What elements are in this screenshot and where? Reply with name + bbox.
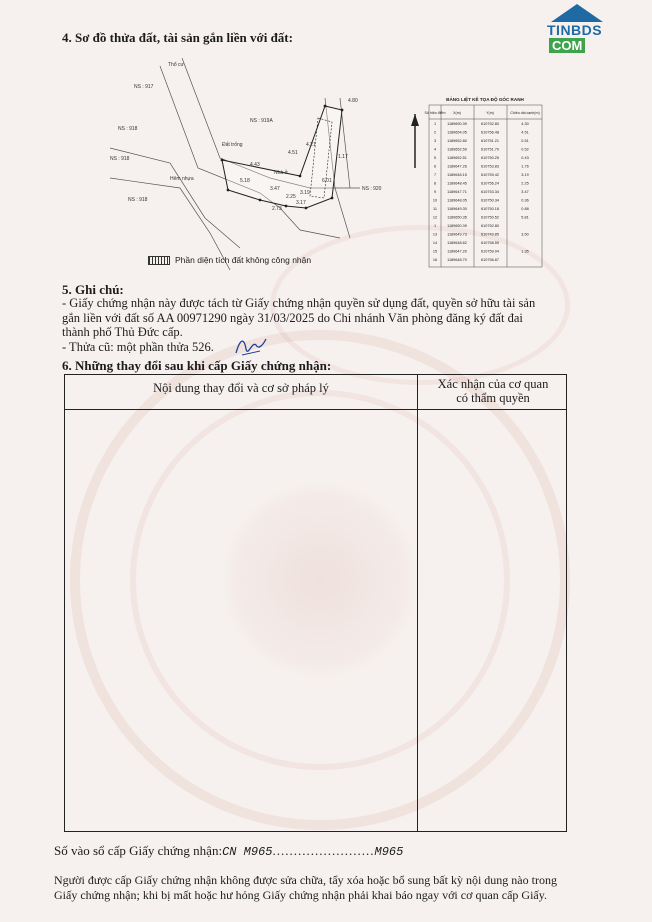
- coord-cell: 610751.70: [481, 147, 499, 152]
- section-5-title: 5. Ghi chú:: [62, 282, 124, 297]
- coord-header: Số hiệu điểm: [424, 111, 446, 115]
- coord-cell: 1189647.71: [447, 190, 467, 194]
- coord-cell: 15: [432, 249, 438, 254]
- coord-cell: 1189648.62: [447, 241, 467, 245]
- coord-cell: 7: [433, 173, 437, 177]
- coord-cell: 610751.21: [481, 139, 499, 143]
- coord-cell: 1189652.80: [447, 139, 467, 143]
- coordinate-table: [424, 92, 544, 270]
- sketch-label: 4.80: [348, 98, 358, 104]
- sketch-label: 2.73: [272, 206, 282, 212]
- coord-cell: 3.19: [521, 173, 529, 177]
- sketch-label: 3.17: [296, 200, 306, 206]
- plot-sketch: [110, 58, 420, 270]
- coord-cell: 1189652.59: [447, 147, 467, 152]
- coord-cell: 2.25: [521, 181, 529, 186]
- coord-cell: 1189652.51: [447, 156, 467, 160]
- coord-cell: 1189650.39: [447, 224, 467, 228]
- coord-cell: 610750.52: [481, 215, 499, 220]
- coord-cell: 9: [433, 190, 437, 194]
- logo-text-bottom: COM: [549, 38, 585, 53]
- changes-column-header: Nội dung thay đổi và cơ sở pháp lý: [153, 381, 329, 395]
- changes-table: [64, 374, 567, 832]
- sketch-legend: [148, 255, 311, 265]
- table-divider: [417, 375, 418, 831]
- coord-cell: 13: [432, 232, 438, 237]
- coord-cell: 610750.34: [481, 198, 499, 203]
- house-icon: [551, 4, 603, 22]
- sketch-label: NS : 918: [118, 126, 138, 132]
- sketch-label: NS : 919A: [250, 118, 273, 124]
- coord-cell: 1189649.73: [447, 232, 467, 237]
- coord-cell: 610753.83: [481, 164, 499, 169]
- coordinate-table-title: BẢNG LIỆT KÊ TỌA ĐỘ GÓC RANH: [446, 97, 524, 102]
- coord-cell: 610752.80: [481, 224, 499, 228]
- sketch-label: 2.25: [286, 194, 296, 200]
- sketch-label: 4.43: [250, 162, 260, 168]
- coord-cell: 0.36: [521, 198, 529, 203]
- sketch-label: 4.21: [306, 142, 316, 148]
- note-line: - Thửa cũ: một phần thửa 526.: [62, 339, 214, 354]
- confirmation-column-header: [418, 377, 568, 405]
- sketch-label: NS : 920: [362, 186, 382, 192]
- coord-cell: 2: [433, 130, 437, 135]
- registry-dots: ........................: [272, 843, 375, 858]
- table-header-rule: [65, 409, 566, 410]
- coord-cell: 3.47: [521, 190, 529, 194]
- sketch-label: Nhà ở: [274, 170, 288, 176]
- coord-cell: 5: [433, 156, 437, 160]
- section-5-notes: [62, 296, 602, 354]
- footer-line: Giấy chứng nhận; khi bị mất hoặc hư hỏng Giấy chứng nhận phải khai báo ngay với cơ quan cấp Giấy.: [54, 888, 547, 902]
- note-line: thành phố Thủ Đức cấp.: [62, 325, 183, 340]
- coord-cell: 8: [433, 181, 437, 186]
- coord-cell: 1189690.39: [447, 122, 467, 126]
- coord-cell: 0.88: [521, 207, 529, 211]
- sketch-legend-label: Phần diện tích đất không công nhận: [175, 255, 312, 265]
- coord-cell: 4.30: [521, 122, 529, 126]
- sketch-label: 4.51: [288, 150, 298, 156]
- sketch-label: Hẻm nhựa: [170, 176, 194, 182]
- coord-cell: 4: [433, 147, 437, 152]
- section-4-title: 4. Sơ đồ thửa đất, tài sản gắn liền với đất:: [62, 30, 293, 45]
- coord-cell: 1189647.26: [447, 164, 467, 169]
- confirmation-header-line: có thẩm quyền: [456, 391, 530, 405]
- sketch-label: 3.19: [300, 190, 310, 196]
- coord-cell: 610752.80: [481, 122, 499, 126]
- coord-cell: 0.52: [521, 147, 529, 152]
- coord-cell: 1189647.20: [447, 249, 467, 254]
- coord-cell: 1189648.15: [447, 173, 467, 177]
- coord-cell: 1189649.30: [447, 207, 467, 211]
- sketch-label: NS : 917: [134, 84, 154, 90]
- coord-header: X(m): [453, 111, 461, 115]
- sketch-label: 6.01: [322, 178, 332, 184]
- coord-header: Y(m): [486, 111, 494, 115]
- sketch-label: NS : 918: [128, 197, 148, 203]
- coord-cell: 610759.42: [481, 173, 499, 177]
- coord-cell: 610758.59: [481, 241, 499, 245]
- note-line: - Giấy chứng nhận này được tách từ Giấy chứng nhận quyền sử dụng đất, quyền sở hữu tài sản: [62, 296, 536, 310]
- footer-notice: [54, 873, 614, 903]
- coord-cell: 1189650.35: [447, 215, 467, 220]
- registry-handwritten: M965: [374, 845, 404, 859]
- sketch-label: 1.17: [338, 154, 348, 160]
- coord-header: Chiều dài cạnh(m): [510, 111, 540, 115]
- coord-cell: 1.35: [521, 249, 529, 254]
- sketch-label: NS : 918: [110, 156, 130, 162]
- coord-cell: 10: [432, 198, 438, 203]
- coord-cell: 3: [433, 139, 437, 143]
- logo-text-top: TINBDS: [547, 22, 603, 38]
- north-arrow-icon: [405, 112, 425, 172]
- coord-cell: 11: [433, 207, 437, 211]
- initial-signature: [234, 335, 268, 359]
- coord-cell: 14: [432, 241, 438, 245]
- registry-number-line: [54, 843, 403, 859]
- coord-cell: 610750.18: [481, 207, 499, 211]
- coord-cell: 1: [433, 224, 437, 228]
- coord-cell: 610749.85: [481, 232, 499, 237]
- sketch-label: Thổ cư: [168, 62, 184, 68]
- note-line: gắn liền với đất số AA 00971290 ngày 31/03/2025 do Chi nhánh Văn phòng đăng ký đất đai: [62, 310, 523, 325]
- confirmation-header-line: Xác nhận của cơ quan: [437, 377, 549, 391]
- coord-cell: 3.50: [521, 232, 529, 237]
- coord-cell: 12: [432, 215, 438, 220]
- coord-cell: 610756.87: [481, 258, 499, 262]
- coord-cell: 0.43: [521, 156, 529, 160]
- site-logo: [543, 4, 609, 60]
- coord-cell: 1189648.05: [447, 198, 467, 203]
- footer-line: Người được cấp Giấy chứng nhận không được sửa chữa, tẩy xóa hoặc bổ sung bất kỳ nội dung nào trong: [54, 873, 557, 887]
- coord-cell: 1.76: [521, 164, 529, 169]
- coord-cell: 4.51: [521, 130, 529, 135]
- coord-cell: 610759.04: [481, 249, 499, 254]
- registry-label: Số vào sổ cấp Giấy chứng nhận:: [54, 843, 223, 858]
- coord-cell: 5.81: [521, 215, 529, 220]
- sketch-label: Đất trống: [222, 142, 243, 148]
- coord-cell: 16: [432, 258, 438, 262]
- coord-cell: 6: [433, 164, 437, 169]
- coord-cell: 610756.48: [481, 130, 499, 135]
- hatch-pattern-icon: [148, 256, 170, 265]
- coord-cell: 610753.34: [481, 190, 499, 194]
- coord-cell: 610756.24: [481, 181, 499, 186]
- coord-cell: 1189648.70: [447, 258, 467, 262]
- sketch-label: 3.47: [270, 186, 280, 192]
- coord-cell: 1189648.45: [447, 181, 467, 186]
- coord-cell: 1: [433, 122, 437, 126]
- registry-value: CN M965: [222, 845, 273, 859]
- coord-cell: 610750.25: [481, 156, 499, 160]
- section-6-title: 6. Những thay đổi sau khi cấp Giấy chứng nhận:: [62, 358, 332, 373]
- coord-cell: 0.51: [521, 139, 529, 143]
- sketch-label: 5.18: [240, 178, 250, 184]
- coord-cell: 1189654.05: [447, 130, 467, 135]
